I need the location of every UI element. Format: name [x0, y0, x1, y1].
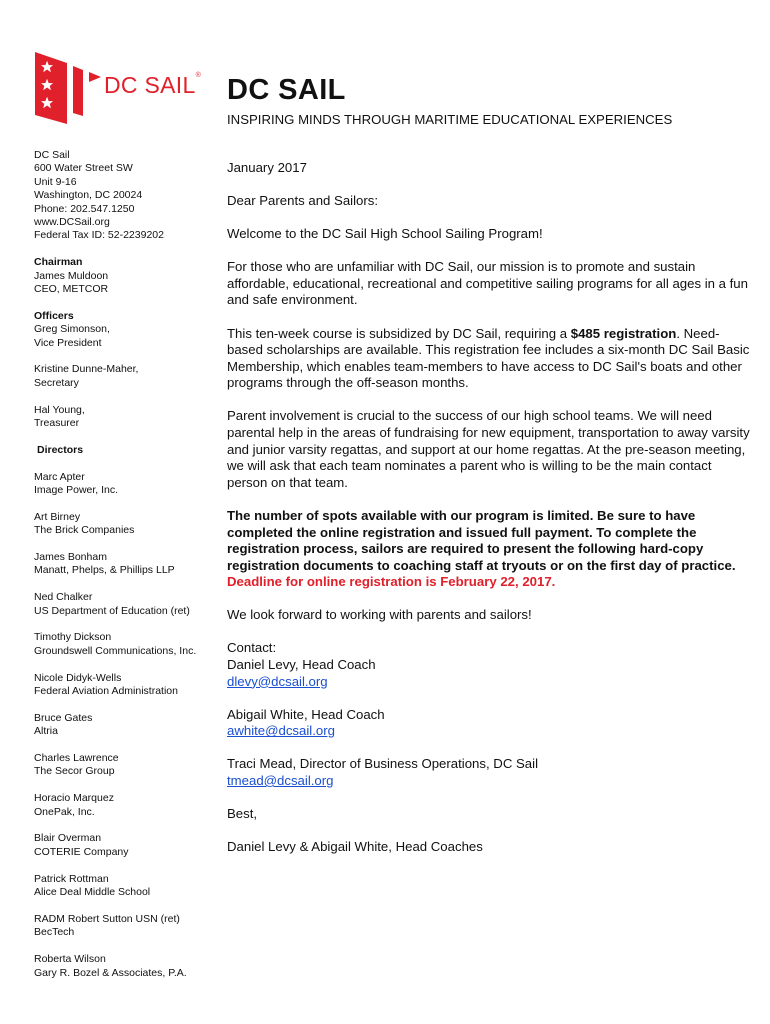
person-affiliation: Altria	[34, 725, 58, 738]
officer-entry	[34, 363, 219, 390]
person-affiliation: The Brick Companies	[34, 524, 135, 537]
signature: Daniel Levy & Abigail White, Head Coaches	[227, 839, 483, 855]
tax-id-line: Federal Tax ID: 52-2239202	[34, 229, 164, 242]
officers-heading: Officers	[34, 309, 74, 322]
address-line: DC Sail	[34, 149, 70, 161]
person-name: Bruce Gates	[34, 711, 93, 724]
registration-text: This ten-week course is subsidized by DC Sail, requiring a	[227, 325, 571, 341]
person-name: Charles Lawrence	[34, 752, 119, 765]
director-entry	[34, 511, 219, 538]
address-line: Washington, DC 20024	[34, 189, 143, 202]
tagline: INSPIRING MINDS THROUGH MARITIME EDUCATIONAL EXPERIENCES	[227, 112, 673, 127]
director-entry	[34, 913, 219, 940]
person-name: Patrick Rottman	[34, 872, 109, 885]
person-name: RADM Robert Sutton USN (ret)	[34, 912, 180, 925]
logo-wordmark: DC SAIL®	[104, 72, 202, 98]
person-name: Marc Apter	[34, 470, 85, 483]
chairman-heading: Chairman	[34, 256, 83, 269]
registration-text-cont: . Need-based scholarships are available. This registration fee includes a six-month DC Sail Basic Membership, which enables team-members to have access to DC Sail's boats and other programs through the off-season months.	[227, 325, 750, 391]
director-entry	[34, 873, 219, 900]
person-name: James Bonham	[34, 551, 107, 564]
person-affiliation: US Department of Education (ret)	[34, 604, 190, 617]
person-affiliation: Groundswell Communications, Inc.	[34, 644, 197, 657]
salutation: Dear Parents and Sailors:	[227, 193, 378, 209]
officers-block	[34, 310, 219, 350]
person-role: Vice President	[34, 336, 102, 349]
person-name: Roberta Wilson	[34, 953, 106, 966]
director-entry	[34, 631, 219, 658]
person-affiliation: Alice Deal Middle School	[34, 886, 151, 899]
contact-email-link[interactable]: tmead@dcsail.org	[227, 773, 334, 789]
parent-involvement-paragraph: Parent involvement is crucial to the success of our high school teams. We will need parental help in the areas of fundraising for new equipment, transportation to away varsity and junior varsity regattas, and support at our home regattas. At the pre-season meeting, we will ask that each team nominates a parent who is willing to be the main contact person on that team.	[227, 408, 750, 490]
deadline-notice: Deadline for online registration is February 22, 2017.	[227, 574, 556, 590]
director-entry	[34, 792, 219, 819]
welcome-line: Welcome to the DC Sail High School Sailing Program!	[227, 226, 543, 242]
letter-date: January 2017	[227, 160, 307, 175]
letter-body	[227, 160, 752, 856]
mission-paragraph: For those who are unfamiliar with DC Sail, our mission is to promote and sustain affordable, educational, recreational and competitive sailing programs for all ages in a fun and safe environment.	[227, 259, 748, 308]
person-name: Timothy Dickson	[34, 631, 112, 644]
contact-name: Daniel Levy, Head Coach	[227, 657, 376, 673]
website-line: www.DCSail.org	[34, 216, 110, 229]
director-entry	[34, 591, 219, 618]
person-name: Nicole Didyk-Wells	[34, 671, 122, 684]
address-line: Unit 9-16	[34, 175, 77, 188]
person-affiliation: BecTech	[34, 926, 75, 939]
person-affiliation: Gary R. Bozel & Associates, P.A.	[34, 966, 187, 979]
person-affiliation: OnePak, Inc.	[34, 805, 95, 818]
person-affiliation: COTERIE Company	[34, 845, 129, 858]
look-forward-line: We look forward to working with parents and sailors!	[227, 607, 532, 623]
person-name: Horacio Marquez	[34, 792, 114, 805]
spots-limited-paragraph	[227, 508, 752, 591]
person-name: Ned Chalker	[34, 591, 93, 604]
director-entry	[34, 712, 219, 739]
person-name: James Muldoon	[34, 269, 109, 282]
page-title: DC SAIL	[227, 74, 346, 106]
directors-heading: Directors	[37, 443, 84, 456]
person-affiliation: Manatt, Phelps, & Phillips LLP	[34, 564, 175, 577]
contact-email-link[interactable]: dlevy@dcsail.org	[227, 673, 328, 689]
person-affiliation: The Secor Group	[34, 765, 115, 778]
contact-heading: Contact:	[227, 640, 277, 656]
address-line: 600 Water Street SW	[34, 162, 133, 175]
person-name: Greg Simonson,	[34, 323, 110, 336]
registration-fee: $485 registration	[570, 325, 677, 341]
person-affiliation: Federal Aviation Administration	[34, 685, 178, 698]
person-role: Treasurer	[34, 417, 80, 430]
person-name: Hal Young,	[34, 403, 85, 416]
director-entry	[34, 752, 219, 779]
person-name: Art Birney	[34, 510, 81, 523]
person-role: Secretary	[34, 376, 79, 389]
phone-line: Phone: 202.547.1250	[34, 202, 135, 215]
director-entry	[34, 953, 219, 980]
sidebar	[34, 149, 219, 993]
director-entry	[34, 551, 219, 578]
directors-heading-block	[34, 444, 219, 457]
spots-limited-text: The number of spots available with our program is limited. Be sure to have completed the online registration and issued full payment. To complete the registration process, sailors are required to present the following hard-copy registration documents to coaching staff at tryouts or on the first day of practice.	[227, 507, 736, 573]
person-name: Blair Overman	[34, 832, 102, 845]
person-name: Kristine Dunne-Maher,	[34, 363, 139, 376]
closing: Best,	[227, 806, 258, 822]
org-address	[34, 149, 219, 243]
contact-email-link[interactable]: awhite@dcsail.org	[227, 723, 335, 739]
person-affiliation: CEO, METCOR	[34, 283, 109, 296]
registration-paragraph	[227, 326, 752, 392]
director-entry	[34, 832, 219, 859]
officer-entry	[34, 404, 219, 431]
director-entry	[34, 471, 219, 498]
chairman-block	[34, 256, 219, 296]
contact-name: Traci Mead, Director of Business Operations, DC Sail	[227, 756, 538, 772]
contact-name: Abigail White, Head Coach	[227, 706, 385, 722]
person-affiliation: Image Power, Inc.	[34, 484, 119, 497]
director-entry	[34, 672, 219, 699]
